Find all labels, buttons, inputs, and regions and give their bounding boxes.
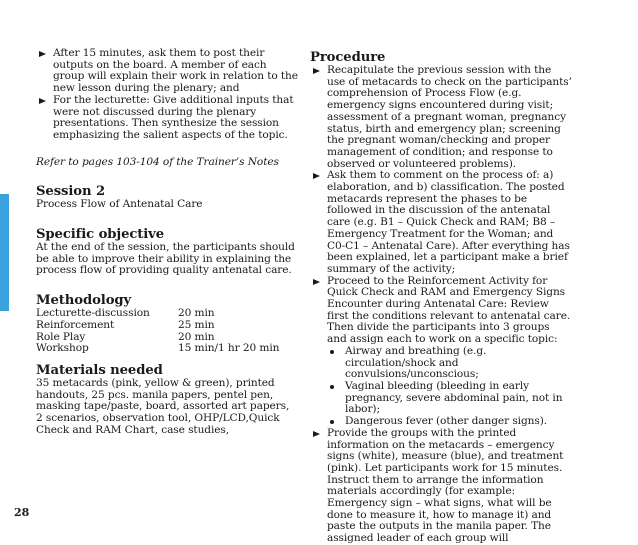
section-tab-marker xyxy=(0,194,9,311)
method-name: Role Play xyxy=(36,330,86,343)
materials-heading: Materials needed xyxy=(36,362,163,378)
list-item: Proceed to the Reinforcement Activity for Quick Check and RAM and Emergency Signs Encounter during Antenatal Care: Review first the conditions relevant to antenatal care. Then divide the participants into 3 groups and assign each to work on a specific topic: xyxy=(310,276,572,346)
objective-heading: Specific objective xyxy=(36,227,165,243)
page-number: 28 xyxy=(14,506,30,519)
method-time: 15 min/1 hr 20 min xyxy=(178,342,280,355)
trainer-notes-reference: Refer to pages 103-104 of the Trainer’s Notes xyxy=(36,155,279,168)
method-row xyxy=(36,343,298,355)
materials-text: 35 metacards (pink, yellow & green), printed handouts, 25 pcs. manila papers, pentel pen, masking tape/paste, board, assorted art papers, 2 scenarios, observation tool, OHP/LCD,Quick Check and RAM Chart, case studies, xyxy=(36,376,290,436)
left-column xyxy=(36,48,298,436)
session-heading: Session 2 xyxy=(36,184,106,200)
list-item: Provide the groups with the printed information on the metacards – emergency signs (white), measure (blue), and treatment (pink). Let participants work for 15 minutes. Instruct them to arrange the information materials accordingly (for example: Emergency sign – what signs, what will be done to measure it, how to manage it) and paste the outputs in the manila paper. The assigned leader of each group will xyxy=(310,428,572,545)
method-time: 25 min xyxy=(178,318,215,331)
right-column xyxy=(310,48,572,545)
list-item: Recapitulate the previous session with the use of metacards to check on the participants’ comprehension of Process Flow (e.g. emergency signs encountered during visit; assessment of a pregnant woman, pregnancy status, birth and emergency plan; screening the pregnant woman/checking and proper management of condition; and response to observed or volunteered problems). xyxy=(310,65,572,170)
procedure-heading: Procedure xyxy=(310,50,386,65)
method-row xyxy=(36,320,298,332)
list-item: For the lecturette: Give additional inputs that were not discussed during the plenary presentations. Then synthesize the session emphasizing the salient aspects of the topic. xyxy=(36,95,298,142)
method-name: Reinforcement xyxy=(36,318,115,331)
sub-list-item: Vaginal bleeding (bleeding in early pregnancy, severe abdominal pain, not in labor); xyxy=(310,381,572,416)
objective-text: At the end of the session, the participants should be able to improve their ability in explaining the process flow of providing quality antenatal care. xyxy=(36,241,295,277)
list-item: After 15 minutes, ask them to post their outputs on the board. A member of each group will explain their work in relation to the new lesson during the plenary; and xyxy=(36,48,298,95)
method-time: 20 min xyxy=(178,330,215,343)
method-name: Workshop xyxy=(36,342,89,355)
sub-list-item: Airway and breathing (e.g. circulation/shock and convulsions/unconscious; xyxy=(310,346,572,381)
sub-list-item: Dangerous fever (other danger signs). xyxy=(310,416,572,428)
method-time: 20 min xyxy=(178,307,215,320)
session-title: Process Flow of Antenatal Care xyxy=(36,198,203,211)
method-name: Lecturette-discussion xyxy=(36,307,150,320)
methodology-heading: Methodology xyxy=(36,293,132,309)
list-item: Ask them to comment on the process of: a) elaboration, and b) classification. The posted metacards represent the phases to be followed in the discussion of the antenatal care (e.g. B1 – Quick Check and RAM; B8 – Emergency Treatment for the Woman; and C0-C1 – Antenatal Care). After everything has been explained, let a participant make a brief summary of the activity; xyxy=(310,170,572,275)
